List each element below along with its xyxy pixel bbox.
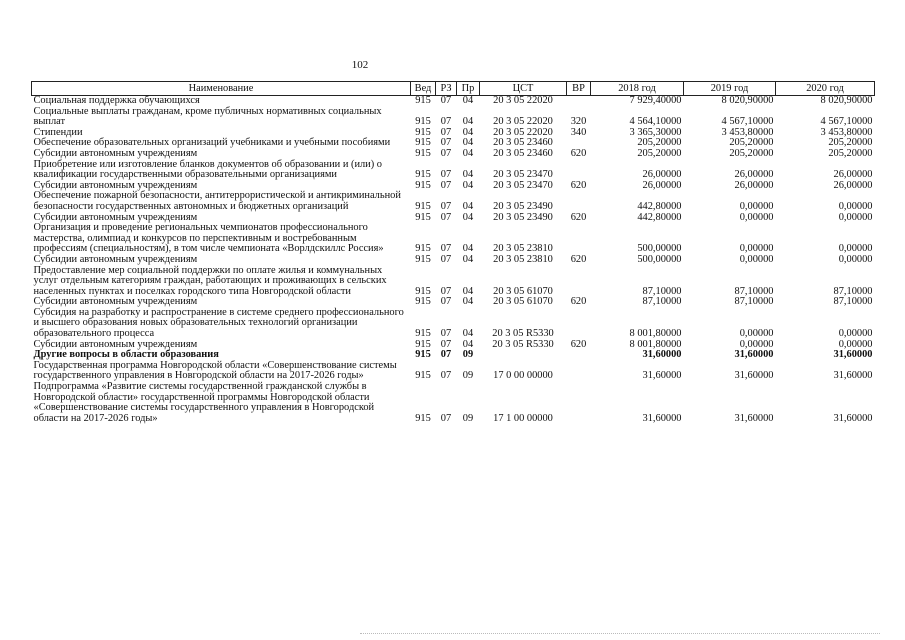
cell-2020: 0,00000 (838, 338, 873, 350)
cell-2018: 205,20000 (637, 147, 682, 159)
budget-table (31, 81, 875, 424)
cell-2018: 7 929,40000 (629, 95, 682, 106)
cell-pr: 04 (462, 253, 474, 265)
cell-name: Субсидия на разработку и распространение в системе среднего профессионального и высшего образования новых образовательных технологий организации образовательного процесса (33, 306, 404, 340)
cell-2020: 205,20000 (828, 137, 873, 149)
cell-name: Предоставление мер социальной поддержки по оплате жилья и коммунальных услуг отдельным категориям граждан, работающих и проживающих в сельских населенных пунктах и поселках городского типа Новгородской области (33, 264, 387, 297)
cell-2020: 26,00000 (833, 179, 873, 191)
cell-cst: 20 3 05 23470 (493, 179, 553, 191)
cell-2018: 500,00000 (637, 243, 682, 255)
cell-cst: 20 3 05 22020 (493, 95, 553, 106)
cell-ved: 915 (415, 253, 431, 265)
cell-vr: 620 (570, 296, 587, 308)
table-row (32, 266, 875, 298)
cell-rz: 07 (440, 126, 452, 138)
cell-2019: 0,00000 (739, 338, 774, 350)
cell-cst: 20 3 05 61070 (493, 285, 553, 297)
cell-2020: 0,00000 (838, 253, 873, 265)
cell-2019: 205,20000 (729, 147, 774, 159)
cell-pr: 04 (462, 95, 474, 106)
cell-2018: 500,00000 (637, 253, 682, 265)
cell-ved: 915 (415, 95, 431, 106)
cell-pr: 04 (462, 147, 474, 159)
cell-pr: 04 (462, 169, 474, 181)
cell-cst: 17 1 00 00000 (493, 412, 553, 424)
cell-2019: 4 567,10000 (721, 116, 774, 128)
cell-cst: 20 3 05 23460 (493, 147, 553, 159)
cell-name: Социальная поддержка обучающихся (33, 95, 200, 106)
col-header-rz: РЗ (436, 82, 457, 96)
cell-2020: 26,00000 (833, 169, 873, 181)
cell-rz: 07 (440, 412, 452, 424)
cell-2018: 87,10000 (642, 296, 682, 308)
cell-ved: 915 (415, 285, 431, 297)
page-number: 102 (351, 59, 369, 71)
cell-ved: 915 (415, 147, 431, 159)
cell-cst: 20 3 05 R5330 (492, 328, 554, 340)
cell-2019: 31,60000 (734, 349, 774, 361)
cell-2020: 205,20000 (828, 147, 873, 159)
cell-2020: 31,60000 (833, 349, 873, 361)
table-row (32, 382, 875, 424)
cell-2018: 442,80000 (637, 211, 682, 223)
cell-2018: 31,60000 (642, 412, 682, 424)
table-row (32, 96, 875, 107)
cell-pr: 04 (462, 126, 474, 138)
cell-vr (567, 361, 591, 382)
cell-vr (567, 223, 591, 255)
cell-2018: 26,00000 (642, 179, 682, 191)
cell-pr: 04 (462, 200, 474, 212)
cell-2020: 87,10000 (833, 296, 873, 308)
cell-2020: 31,60000 (833, 412, 873, 424)
cell-2020: 4 567,10000 (820, 116, 873, 128)
cell-2018: 87,10000 (642, 285, 682, 297)
cell-vr: 620 (570, 179, 587, 191)
cell-name: Субсидии автономным учреждениям (33, 296, 198, 308)
cell-2018: 31,60000 (642, 370, 682, 382)
cell-rz: 07 (440, 200, 452, 212)
cell-vr (567, 160, 591, 181)
cell-cst: 20 3 05 23810 (493, 243, 553, 255)
cell-rz: 07 (440, 211, 452, 223)
table-row (32, 255, 875, 266)
cell-cst: 20 3 05 22020 (493, 126, 553, 138)
cell-2018: 26,00000 (642, 169, 682, 181)
cell-name: Социальные выплаты гражданам, кроме публичных нормативных социальных выплат (33, 105, 382, 128)
col-header-vr: ВР (567, 82, 591, 96)
cell-2019: 8 020,90000 (721, 95, 774, 106)
cell-pr: 09 (462, 349, 474, 361)
cell-rz: 07 (440, 349, 452, 361)
cell-2018: 4 564,10000 (629, 116, 682, 128)
cell-ved: 915 (415, 370, 431, 382)
cell-vr (567, 266, 591, 298)
cell-rz: 07 (440, 296, 452, 308)
table-row (32, 107, 875, 128)
cell-name: Субсидии автономным учреждениям (33, 211, 198, 223)
cell-2019: 0,00000 (739, 200, 774, 212)
cell-rz: 07 (440, 179, 452, 191)
cell-name: Субсидии автономным учреждениям (33, 253, 198, 265)
cell-vr: 620 (570, 338, 587, 350)
cell-pr: 04 (462, 285, 474, 297)
cell-pr: 04 (462, 179, 474, 191)
cell-pr: 04 (462, 116, 474, 128)
cell-2019: 31,60000 (734, 370, 774, 382)
cell-cst: 20 3 05 23460 (493, 137, 553, 149)
table-header-row (32, 82, 875, 96)
table-row (32, 361, 875, 382)
cell-cst: 20 3 05 23470 (493, 169, 553, 181)
cell-2019: 3 453,80000 (721, 126, 774, 138)
col-header-pr: Пр (457, 82, 480, 96)
cell-name: Обеспечение образовательных организаций учебниками и учебными пособиями (33, 137, 391, 149)
cell-name: Субсидии автономным учреждениям (33, 179, 198, 191)
cell-rz: 07 (440, 370, 452, 382)
cell-2020: 0,00000 (838, 328, 873, 340)
cell-rz: 07 (440, 116, 452, 128)
cell-vr: 320 (570, 116, 587, 128)
cell-2019: 0,00000 (739, 243, 774, 255)
cell-name: Организация и проведение региональных чемпионатов профессионального мастерства, олимпиад и конкурсов по перспективным и востребованным профессиям (специальностям), в том числе чемпионата «Ворлдскиллс Россия» (33, 222, 384, 255)
cell-pr: 04 (462, 296, 474, 308)
cell-ved: 915 (415, 137, 431, 149)
col-header-2020: 2020 год (776, 82, 875, 96)
cell-vr: 340 (570, 126, 587, 138)
cell-name: Стипендии (33, 126, 83, 138)
cell-2020: 8 020,90000 (820, 95, 873, 106)
col-header-ved: Вед (411, 82, 436, 96)
cell-ved: 915 (415, 200, 431, 212)
cell-ved: 915 (415, 126, 431, 138)
cell-2019: 87,10000 (734, 285, 774, 297)
cell-2018: 31,60000 (642, 349, 682, 361)
table-row (32, 308, 875, 340)
cell-ved: 915 (415, 349, 431, 361)
cell-2019: 31,60000 (734, 412, 774, 424)
cell-ved: 915 (415, 243, 431, 255)
cell-2019: 26,00000 (734, 169, 774, 181)
cell-ved: 915 (415, 338, 431, 350)
cell-pr: 04 (462, 137, 474, 149)
cell-rz: 07 (440, 253, 452, 265)
cell-pr: 09 (462, 412, 474, 424)
cell-vr: 620 (570, 253, 587, 265)
cell-pr: 09 (462, 370, 474, 382)
cell-2020: 0,00000 (838, 211, 873, 223)
cell-2019: 0,00000 (739, 253, 774, 265)
cell-name: Государственная программа Новгородской области «Совершенствование системы государственного управления в Новгородской области на 2017-2026 годы» (33, 359, 397, 382)
cell-vr (567, 350, 591, 361)
cell-2020: 3 453,80000 (820, 126, 873, 138)
cell-ved: 915 (415, 116, 431, 128)
cell-pr: 04 (462, 328, 474, 340)
table-row (32, 149, 875, 160)
cell-cst (480, 350, 567, 361)
cell-pr: 04 (462, 243, 474, 255)
cell-2018: 8 001,80000 (629, 328, 682, 340)
cell-rz: 07 (440, 338, 452, 350)
cell-name: Субсидии автономным учреждениям (33, 147, 198, 159)
table-body (32, 96, 875, 425)
cell-2018: 205,20000 (637, 137, 682, 149)
cell-cst: 20 3 05 23810 (493, 253, 553, 265)
cell-2019: 87,10000 (734, 296, 774, 308)
col-header-cst: ЦСТ (480, 82, 567, 96)
cell-name: Приобретение или изготовление бланков документов об образовании и (или) о квалификации государственными образовательными организациями (33, 158, 383, 181)
cell-2020: 87,10000 (833, 285, 873, 297)
cell-name: Субсидии автономным учреждениям (33, 338, 198, 350)
cell-pr: 04 (462, 338, 474, 350)
cell-rz: 07 (440, 137, 452, 149)
cell-rz: 07 (440, 243, 452, 255)
cell-vr (567, 191, 591, 212)
cell-ved: 915 (415, 179, 431, 191)
cell-vr (567, 382, 591, 424)
cell-rz: 07 (440, 328, 452, 340)
cell-vr (567, 308, 591, 340)
page-edge-artifact (360, 633, 880, 636)
cell-pr: 04 (462, 211, 474, 223)
cell-rz: 07 (440, 169, 452, 181)
cell-2019: 26,00000 (734, 179, 774, 191)
cell-name: Другие вопросы в области образования (33, 349, 219, 361)
cell-cst: 20 3 05 R5330 (492, 338, 554, 350)
cell-2020: 0,00000 (838, 243, 873, 255)
cell-2020: 0,00000 (838, 200, 873, 212)
cell-2018: 3 365,30000 (629, 126, 682, 138)
cell-ved: 915 (415, 211, 431, 223)
cell-ved: 915 (415, 169, 431, 181)
cell-cst: 20 3 05 22020 (493, 116, 553, 128)
cell-cst: 17 0 00 00000 (493, 370, 553, 382)
cell-2019: 205,20000 (729, 137, 774, 149)
cell-cst: 20 3 05 23490 (493, 200, 553, 212)
cell-vr: 620 (570, 211, 587, 223)
cell-rz: 07 (440, 95, 452, 106)
col-header-name: Наименование (32, 82, 411, 96)
cell-2018: 8 001,80000 (629, 338, 682, 350)
cell-name: Подпрограмма «Развитие системы государственной гражданской службы в Новгородской области» государственной программы Новгородской области «Совершенствование системы государственного управления в Новгородской области на 2017-2026 годы» (33, 381, 375, 424)
cell-cst: 20 3 05 61070 (493, 296, 553, 308)
table-row (32, 223, 875, 255)
cell-2019: 0,00000 (739, 328, 774, 340)
cell-rz: 07 (440, 285, 452, 297)
cell-cst: 20 3 05 23490 (493, 211, 553, 223)
cell-2020: 31,60000 (833, 370, 873, 382)
col-header-2018: 2018 год (591, 82, 684, 96)
table-row (32, 191, 875, 212)
cell-vr (567, 96, 591, 107)
cell-rz: 07 (440, 147, 452, 159)
col-header-2019: 2019 год (684, 82, 776, 96)
table-row (32, 160, 875, 181)
cell-2018: 442,80000 (637, 200, 682, 212)
cell-ved: 915 (415, 328, 431, 340)
cell-name: Обеспечение пожарной безопасности, антитеррористической и антикриминальной безопасности государственных автономных и бюджетных организаций (33, 190, 401, 212)
cell-ved: 915 (415, 296, 431, 308)
cell-2019: 0,00000 (739, 211, 774, 223)
cell-ved: 915 (415, 412, 431, 424)
cell-vr: 620 (570, 147, 587, 159)
